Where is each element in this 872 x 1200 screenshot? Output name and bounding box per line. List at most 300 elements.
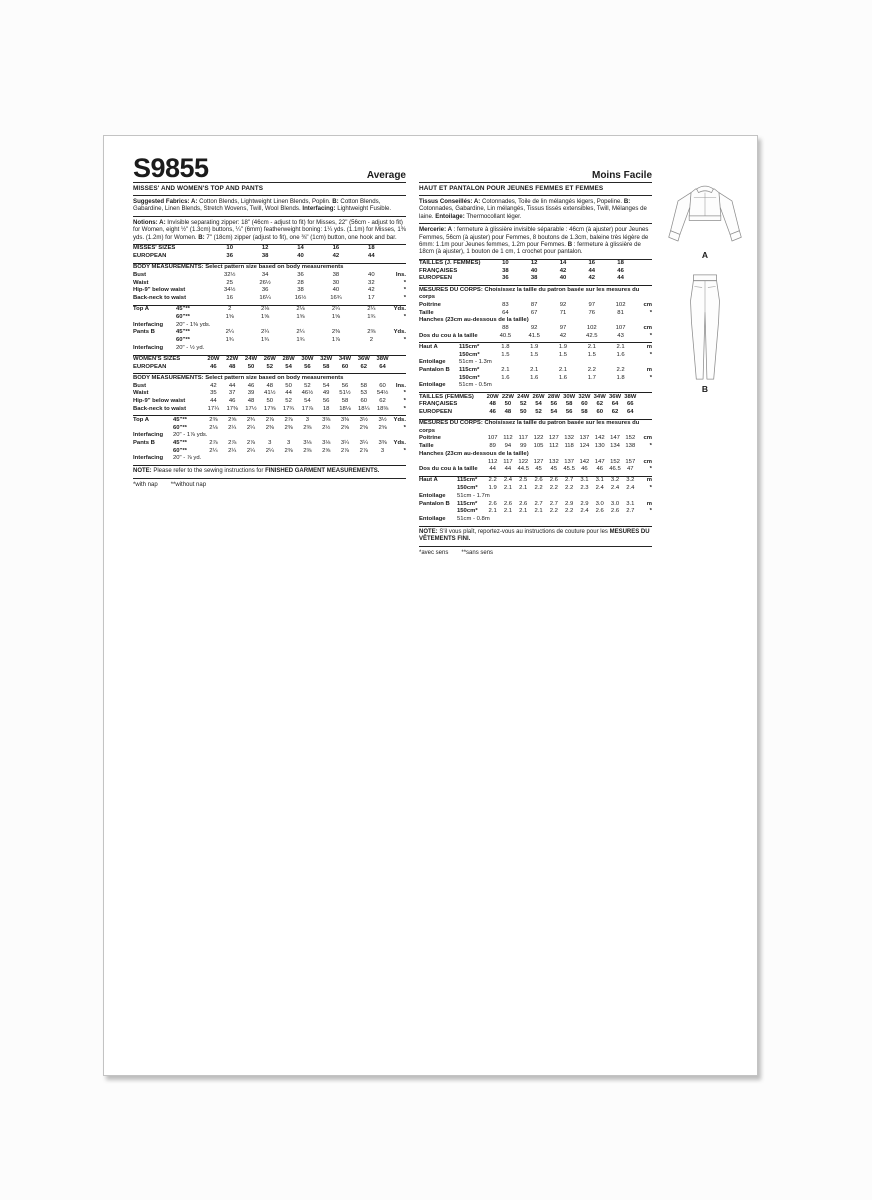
- cell: 35: [210, 390, 217, 397]
- cell: 52: [519, 401, 527, 408]
- table-row: [133, 322, 406, 330]
- cell: 2.4: [580, 508, 589, 515]
- text-segment: : fermeture à glissière invisible séparable : 46cm (à ajuster) pour Jeunes Femmes, 56cm (à ajuster) pour Femmes, 8 boutons de 1.3cm, baleine très légère de 6mm: 1.1m pour Jeunes femmes, 1.2m pour Femmes.: [419, 226, 649, 248]
- row-label: Poitrine: [419, 435, 441, 442]
- row-value: 51cm - 0.8m: [457, 515, 490, 522]
- cell: 58: [322, 363, 330, 370]
- row-label: Pants B: [133, 439, 155, 446]
- cell: 46: [617, 267, 624, 274]
- row-label: EUROPEAN: [133, 253, 167, 260]
- misses-yardage: [133, 306, 406, 356]
- cell: 44: [617, 275, 624, 282]
- cell: 2⅜: [367, 329, 376, 336]
- text-segment: Lightweight Fusible.: [335, 205, 392, 213]
- cell: 60: [581, 401, 588, 408]
- cell: 1.9: [488, 485, 497, 492]
- cell: 50: [519, 409, 527, 416]
- cell: 1.5: [587, 351, 596, 358]
- cell: 56: [304, 363, 311, 370]
- cell: 142: [579, 458, 590, 465]
- table-row: [419, 451, 652, 459]
- text-segment: Notions: A:: [133, 219, 166, 227]
- cell: 142: [594, 435, 605, 442]
- cell: 1.9: [530, 343, 539, 350]
- text-segment: Cotton Blends, Lightweight Linen Blends, Poplin.: [197, 198, 333, 205]
- cell: 50: [285, 382, 292, 389]
- unit-label: Yds.: [393, 416, 406, 423]
- row-value: 51cm - 1.7m: [457, 492, 490, 499]
- cell: 1.6: [530, 374, 539, 381]
- cell: 1.5: [530, 351, 539, 358]
- table-row: [133, 245, 406, 253]
- cell: 3.0: [610, 500, 620, 507]
- cell: 2.2: [565, 485, 574, 492]
- row-value: 20" - ½ yd.: [176, 344, 205, 351]
- cell: 107: [487, 435, 498, 442]
- cell: 1.8: [501, 343, 510, 350]
- unit-label: cm: [643, 301, 652, 308]
- cell: 1¾: [261, 337, 270, 344]
- cell: 44: [210, 397, 217, 404]
- row-sublabel: 115cm*: [457, 477, 478, 484]
- row-label: Poitrine: [419, 301, 441, 308]
- row-label: Pantalon B: [419, 500, 450, 507]
- cell: 36: [261, 287, 269, 294]
- cell: 44: [228, 382, 236, 389]
- row-sublabel: 60"**: [176, 314, 190, 320]
- cell: 3.0: [595, 500, 604, 507]
- cell: 2.2: [534, 485, 543, 492]
- english-tables: [133, 196, 406, 491]
- cell: 44: [489, 466, 496, 473]
- cell: 3.1: [580, 477, 589, 484]
- cell: 2.6: [503, 500, 513, 507]
- cell: 147: [610, 435, 620, 442]
- row-sublabel: 115cm*: [459, 343, 480, 350]
- table-heading: BODY MEASUREMENTS: Select pattern size based on body measurements: [133, 264, 344, 271]
- cell: 2.1: [488, 508, 497, 515]
- text-segment: Cotton Blends, Gabardine, Linen Blends, Stretch Wovens, Twill, Wool Blends.: [133, 198, 381, 213]
- cell: 40: [530, 267, 538, 274]
- cell: 117: [518, 435, 528, 442]
- text-segment: B:: [623, 198, 631, 205]
- cell: 48: [228, 363, 236, 370]
- cell: 3: [305, 416, 310, 423]
- row-label: Pants B: [133, 329, 155, 336]
- cell: 64: [611, 401, 619, 408]
- cell: 16¼: [259, 295, 271, 302]
- cell: 64: [379, 363, 386, 370]
- row-value: 51cm - 1.3m: [459, 359, 492, 366]
- cell: 38: [502, 267, 509, 274]
- cell: 2⅝: [228, 416, 237, 423]
- cell: 2⅛: [261, 306, 270, 313]
- cell: 67: [530, 309, 538, 316]
- table-row: [133, 314, 406, 322]
- cell: 54: [550, 409, 558, 416]
- cell: 28: [297, 279, 304, 286]
- row-label: Interfacing: [133, 455, 164, 462]
- mesures-corps-femmes: [419, 420, 652, 477]
- cell: 48: [247, 397, 255, 404]
- table-row: [419, 367, 652, 375]
- unit-label: *: [403, 447, 406, 454]
- footnote-item: **without nap: [170, 481, 207, 488]
- misses-body-measurements: [133, 264, 406, 306]
- cell: 46: [247, 382, 255, 389]
- cell: 26W: [532, 393, 545, 400]
- table-heading: MESURES DU CORPS: Choisissez la taille du patron basée sur les mesures du corps: [419, 420, 640, 434]
- cell: 1⅝: [261, 314, 270, 320]
- cell: 97: [588, 301, 596, 308]
- cell: 2¼: [265, 447, 274, 454]
- womens-body-measurements: [133, 374, 406, 416]
- row-label: Interfacing: [133, 344, 164, 351]
- cell: 2¼: [225, 329, 234, 336]
- cell: 2⅞: [246, 439, 256, 446]
- text-segment: MESURES DU VÊTEMENTS FINI.: [419, 528, 650, 543]
- cell: 2: [369, 337, 373, 344]
- cell: 34½: [223, 287, 236, 294]
- cell: 102: [615, 301, 626, 308]
- table-row: [419, 435, 652, 443]
- cell: 122: [533, 435, 544, 442]
- cell: 48: [266, 382, 274, 389]
- unit-label: *: [649, 374, 652, 381]
- cell: 2.6: [549, 477, 558, 484]
- cell: 76: [588, 309, 596, 316]
- cell: 3¼: [340, 439, 350, 446]
- cell: 58: [360, 382, 368, 389]
- cell: 3.2: [610, 477, 620, 484]
- cell: 62: [611, 409, 619, 416]
- row-label: FRANÇAISES: [419, 267, 458, 274]
- womens-sizes-table: [133, 356, 406, 375]
- table-row: [419, 501, 652, 509]
- unit-label: *: [649, 351, 652, 358]
- cell: 17⅝: [264, 405, 276, 412]
- table-heading: BODY MEASUREMENTS: Select pattern size based on body measurements: [133, 374, 344, 381]
- footnote: [133, 479, 406, 491]
- cell: 32W: [578, 393, 591, 400]
- cell: 132: [564, 435, 575, 442]
- row-sublabel: 45"**: [176, 306, 190, 313]
- unit-label: *: [649, 443, 652, 450]
- cell: 137: [579, 435, 590, 442]
- cell: 2⅜: [284, 447, 293, 454]
- note-en: [133, 466, 406, 479]
- cell: 36W: [608, 393, 622, 400]
- cell: 64: [502, 309, 509, 316]
- cell: 44.5: [517, 466, 529, 473]
- cell: 2.4: [610, 485, 620, 492]
- cell: 17¾: [282, 405, 295, 412]
- table-row: [419, 268, 652, 276]
- cell: 18⅛: [339, 405, 351, 412]
- table-row: [133, 329, 406, 337]
- cell: 17¼: [207, 405, 220, 412]
- row-label: Waist: [133, 390, 149, 397]
- cell: 2.4: [503, 477, 513, 484]
- unit-label: m: [646, 500, 652, 507]
- cell: 54½: [376, 390, 389, 397]
- cell: 34: [261, 271, 269, 278]
- cell: 134: [610, 443, 620, 450]
- cell: 3½: [378, 416, 387, 423]
- cell: 36: [297, 271, 304, 278]
- cell: 18: [617, 260, 624, 267]
- unit-label: *: [403, 295, 407, 302]
- cell: 1.6: [558, 374, 568, 381]
- top-a-label: A: [701, 250, 709, 260]
- tailles-jf-table: [419, 260, 652, 287]
- cell: 2⅜: [209, 416, 218, 423]
- table-row: [419, 333, 652, 341]
- text-segment: Cotonnades, Gabardine, Lin mélangés, Tissus tissés extensibles, Twill, Mélanges de laine.: [419, 205, 647, 220]
- cell: 56: [322, 397, 330, 404]
- table-row: [419, 459, 652, 467]
- cell: 2.2: [616, 367, 625, 373]
- cell: 52: [535, 409, 542, 416]
- cell: 30W: [563, 393, 576, 400]
- cell: 52: [266, 363, 274, 370]
- unit-label: m: [646, 477, 652, 484]
- cell: 1.6: [501, 374, 510, 381]
- notions: [133, 217, 406, 245]
- cell: 2⅛: [296, 306, 305, 313]
- cell: 2.7: [565, 477, 574, 484]
- row-value: 20" - 1⅜ yds.: [176, 321, 211, 328]
- cell: 2¼: [261, 329, 270, 336]
- row-label: Hip-9" below waist: [133, 287, 186, 294]
- row-sublabel: 45"**: [173, 439, 187, 446]
- cell: 2⅞: [359, 447, 368, 454]
- footnote-item: **sans sens: [461, 549, 494, 556]
- text-segment: S'il vous plaît, reportez-vous au instructions de couture pour les: [437, 528, 610, 535]
- cell: 45: [535, 466, 542, 473]
- row-label: Interfacing: [133, 321, 164, 328]
- cell: 22W: [226, 356, 239, 363]
- row-label: Entoilage: [419, 492, 446, 499]
- cell: 2⅜: [331, 329, 341, 336]
- text-segment: Cotonnades, Toile de lin mélangés légers, Popeline.: [480, 198, 624, 205]
- unit-label: *: [403, 397, 406, 404]
- cell: 137: [564, 458, 575, 465]
- cell: 2.2: [565, 508, 574, 515]
- cell: 2⅝: [340, 424, 350, 431]
- cell: 2.1: [519, 485, 528, 492]
- footnote-item: *avec sens: [419, 549, 449, 556]
- cell: 42: [588, 275, 596, 282]
- cell: 2¼: [246, 447, 256, 454]
- cell: 2⅞: [209, 439, 218, 446]
- unit-label: cm: [643, 435, 652, 442]
- cell: 2½: [322, 424, 331, 431]
- title-fr: HAUT ET PANTALON POUR JEUNES FEMMES ET FEMMES: [419, 183, 652, 196]
- cell: 1¾: [296, 337, 305, 344]
- cell: 2.7: [549, 500, 558, 507]
- table-row: [133, 406, 406, 414]
- cell: 1.8: [616, 374, 625, 381]
- text-segment: Invisible separating zipper: 18" (46cm - adjust to fit) for Misses, 22" (56cm - adjust to fit) for Women, eight ½" (1.3cm) buttons, ¼" (6mm) featherweight boning: 1¼ yds. (1.1m) for Misses, 1⅜ yds. (1.2m) for Women.: [133, 219, 406, 241]
- tailles-femmes-table: [419, 393, 652, 420]
- cell: 3⅜: [322, 416, 331, 423]
- row-sublabel: 115cm*: [459, 367, 480, 373]
- misses-sizes-table: [133, 245, 406, 264]
- cell: 44: [368, 253, 375, 260]
- cell: 54: [322, 382, 330, 389]
- cell: 17⅞: [301, 405, 314, 412]
- cell: 2¼: [331, 306, 341, 313]
- cell: 2⅞: [265, 416, 274, 423]
- mercerie: [419, 224, 652, 260]
- cell: 1⅝: [296, 314, 305, 320]
- table-row: [133, 253, 406, 261]
- cell: 2.4: [626, 485, 635, 492]
- row-label: Pantalon B: [419, 367, 450, 373]
- cell: 36: [502, 275, 509, 282]
- table-row: [419, 516, 652, 524]
- cell: 2⅜: [303, 424, 312, 431]
- row-label: Bust: [133, 382, 147, 389]
- table-row: [133, 432, 406, 440]
- cell: 2¼: [296, 329, 305, 336]
- cell: 2.9: [565, 500, 574, 507]
- row-sublabel: 60"**: [173, 424, 187, 431]
- row-label: Taille: [419, 309, 434, 316]
- cell: 18: [322, 405, 330, 412]
- row-label: Entoilage: [419, 359, 446, 366]
- table-row: [133, 398, 406, 406]
- cell: 38: [261, 253, 269, 260]
- cell: 127: [533, 458, 544, 465]
- row-label: WOMEN'S SIZES: [133, 356, 181, 363]
- cell: 20W: [207, 356, 220, 363]
- table-row: [419, 275, 652, 283]
- cell: 2⅞: [228, 439, 237, 446]
- cell: 2⅛: [209, 424, 218, 431]
- cell: 2.1: [519, 508, 528, 515]
- cell: 38: [530, 275, 538, 282]
- cell: 64: [627, 409, 634, 416]
- cell: 52: [304, 382, 311, 389]
- cell: 1.7: [587, 374, 596, 381]
- cell: 99: [519, 443, 527, 450]
- metrage-femmes: [419, 477, 652, 527]
- cell: 3⅜: [378, 439, 387, 446]
- cell: 42: [210, 382, 217, 389]
- table-row: [133, 306, 406, 314]
- row-label: Hip-9" below waist: [133, 397, 186, 404]
- cell: 2⅝: [378, 424, 387, 431]
- cell: 58: [581, 409, 588, 416]
- cell: 2⅞: [340, 447, 350, 454]
- cell: 46.5: [609, 466, 621, 473]
- cell: 152: [610, 458, 620, 465]
- unit-label: Ins.: [395, 382, 406, 389]
- text-segment: B: [567, 240, 573, 248]
- cell: 46½: [301, 390, 314, 397]
- cell: 2.6: [534, 477, 543, 484]
- unit-label: *: [649, 332, 652, 339]
- cell: 38W: [624, 393, 637, 400]
- cell: 41.5: [528, 332, 540, 339]
- cell: 16½: [294, 295, 307, 302]
- cell: 2: [228, 306, 232, 313]
- text-segment: 7" (18cm) zipper (adjust to fit), one ⅜" (1cm) button, one hook and bar.: [204, 233, 397, 241]
- cell: 40: [332, 287, 340, 294]
- table-row: [133, 390, 406, 398]
- table-row: [419, 359, 652, 367]
- envelope-content: [133, 153, 745, 559]
- row-value: 51cm - 0.5m: [459, 382, 492, 389]
- row-label: EUROPEAN: [133, 363, 167, 370]
- cell: 50: [266, 397, 274, 404]
- unit-label: Yds.: [393, 329, 407, 336]
- cell: 89: [489, 443, 496, 450]
- cell: 2⅜: [303, 447, 312, 454]
- row-label: TAILLES (FEMMES): [419, 393, 474, 400]
- unit-label: Yds.: [393, 439, 406, 446]
- table-row: [133, 425, 406, 433]
- cell: 2.1: [587, 343, 596, 350]
- cell: 37: [228, 390, 236, 397]
- cell: 34W: [593, 393, 606, 400]
- cell: 16: [226, 295, 233, 302]
- cell: 2¼: [246, 424, 256, 431]
- cell: 2¼: [228, 447, 237, 454]
- note-fr: [419, 527, 652, 547]
- cell: 46: [596, 466, 603, 473]
- cell: 16: [332, 245, 340, 252]
- cell: 1¾: [367, 314, 376, 320]
- cell: 28W: [282, 356, 295, 363]
- table-row: [133, 287, 406, 295]
- unit-label: *: [403, 279, 407, 286]
- row-sublabel: 150cm*: [459, 351, 480, 358]
- cell: 17½: [245, 405, 257, 412]
- cell: 1⅞: [331, 337, 341, 344]
- footnote: [419, 547, 652, 559]
- row-label: MISSES' SIZES: [133, 245, 176, 252]
- table-row: [133, 455, 406, 463]
- cell: 2.1: [530, 367, 539, 373]
- cell: 88: [502, 324, 509, 331]
- cell: 42: [559, 332, 567, 339]
- cell: 34W: [338, 356, 352, 363]
- row-sublabel: 150cm*: [457, 485, 478, 492]
- cell: 10: [226, 245, 233, 252]
- cell: 18¼: [358, 405, 370, 412]
- table-row: [133, 280, 406, 288]
- cell: 3: [286, 439, 291, 446]
- row-sublabel: 60"**: [176, 337, 190, 344]
- cell: 51½: [339, 390, 351, 397]
- table-heading: MESURES DU CORPS: Choisissez la taille du patron basée sur les mesures du corps: [419, 286, 640, 301]
- cell: 18: [368, 245, 375, 252]
- cell: 2¼: [209, 447, 218, 454]
- table-row: [133, 272, 406, 280]
- cell: 102: [586, 324, 597, 331]
- cell: 43: [617, 332, 624, 339]
- cell: 2.1: [501, 367, 510, 373]
- cell: 2.5: [519, 477, 528, 484]
- cell: 32½: [223, 271, 236, 278]
- table-row: [419, 302, 652, 310]
- cell: 50: [504, 401, 512, 408]
- cell: 1¾: [225, 337, 234, 344]
- row-label: Dos du cou à la taille: [419, 466, 478, 473]
